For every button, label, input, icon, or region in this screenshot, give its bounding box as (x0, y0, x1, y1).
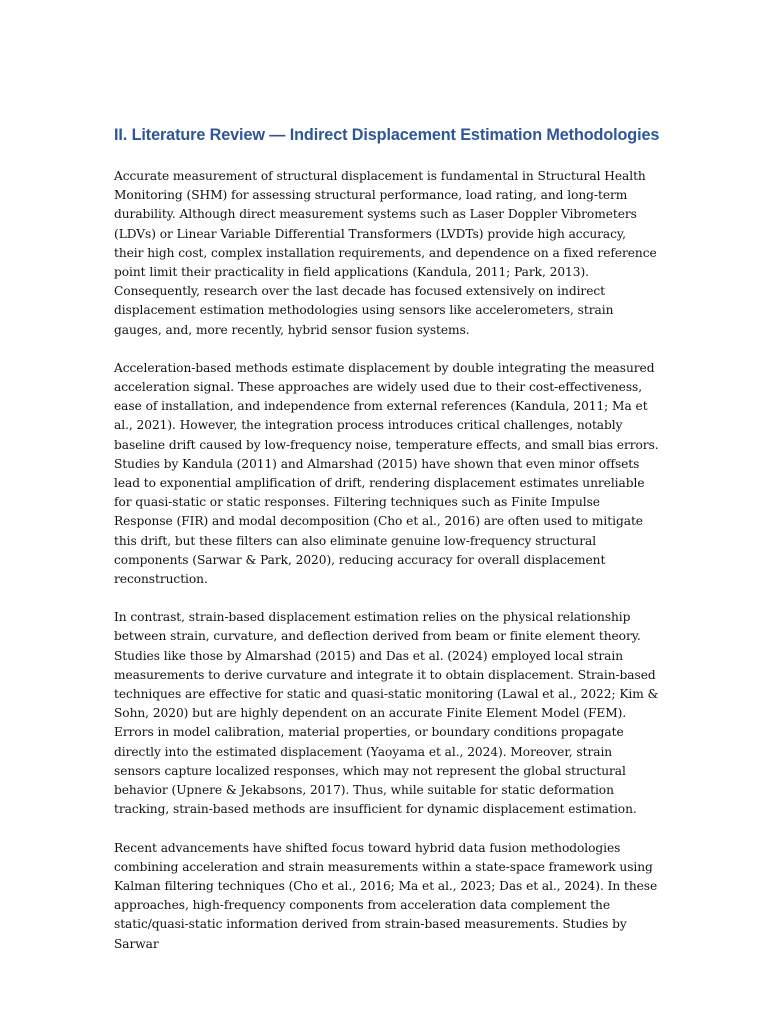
document-body (114, 167, 659, 973)
section-heading: II. Literature Review — Indirect Displacement Estimation Methodologies (114, 126, 660, 144)
paragraph-intro: Accurate measurement of structural displacement is fundamental in Structural Health Monitoring (SHM) for assessing structural performance, load rating, and long-term durability. Although direct measurement systems such as Laser Doppler Vibrometers (LDVs) or Linear Variable Differential Transformers (LVDTs) provide high accuracy, their high cost, complex installation requirements, and dependence on a fixed reference point limit their practicality in field applications (Kandula, 2011; Park, 2013). Consequently, research over the last decade has focused extensively on indirect displacement estimation methodologies using sensors like accelerometers, strain gauges, and, more recently, hybrid sensor fusion systems. (114, 169, 657, 337)
paragraph-strain-methods: In contrast, strain-based displacement estimation relies on the physical relationship between strain, curvature, and deflection derived from beam or finite element theory. Studies like those by Almarshad (2015) and Das et al. (2024) employed local strain measurements to derive curvature and integrate it to obtain displacement. Strain-based techniques are effective for static and quasi-static monitoring (Lawal et al., 2022; Kim & Sohn, 2020) but are highly dependent on an accurate Finite Element Model (FEM). Errors in model calibration, material properties, or boundary conditions propagate directly into the estimated displacement (Yaoyama et al., 2024). Moreover, strain sensors capture localized responses, which may not represent the global structural behavior (Upnere & Jekabsons, 2017). Thus, while suitable for static deformation tracking, strain-based methods are insufficient for dynamic displacement estimation. (114, 610, 659, 817)
paragraph-acceleration-methods: Acceleration-based methods estimate displacement by double integrating the measured acceleration signal. These approaches are widely used due to their cost-effectiveness, ease of installation, and independence from external references (Kandula, 2011; Ma et al., 2021). However, the integration process introduces critical challenges, notably baseline drift caused by low-frequency noise, temperature effects, and small bias errors. Studies by Kandula (2011) and Almarshad (2015) have shown that even minor offsets lead to exponential amplification of drift, rendering displacement estimates unreliable for quasi-static or static responses. Filtering techniques such as Finite Impulse Response (FIR) and modal decomposition (Cho et al., 2016) are often used to mitigate this drift, but these filters can also eliminate genuine low-frequency structural components (Sarwar & Park, 2020), reducing accuracy for overall displacement reconstruction. (114, 360, 659, 587)
paragraph-hybrid-fusion: Recent advancements have shifted focus toward hybrid data fusion methodologies combining acceleration and strain measurements within a state-space framework using Kalman filtering techniques (Cho et al., 2016; Ma et al., 2023; Das et al., 2024). In these approaches, high-frequency components from acceleration data complement the static/quasi-static information derived from strain-based measurements. Studies by Sarwar (114, 840, 658, 951)
